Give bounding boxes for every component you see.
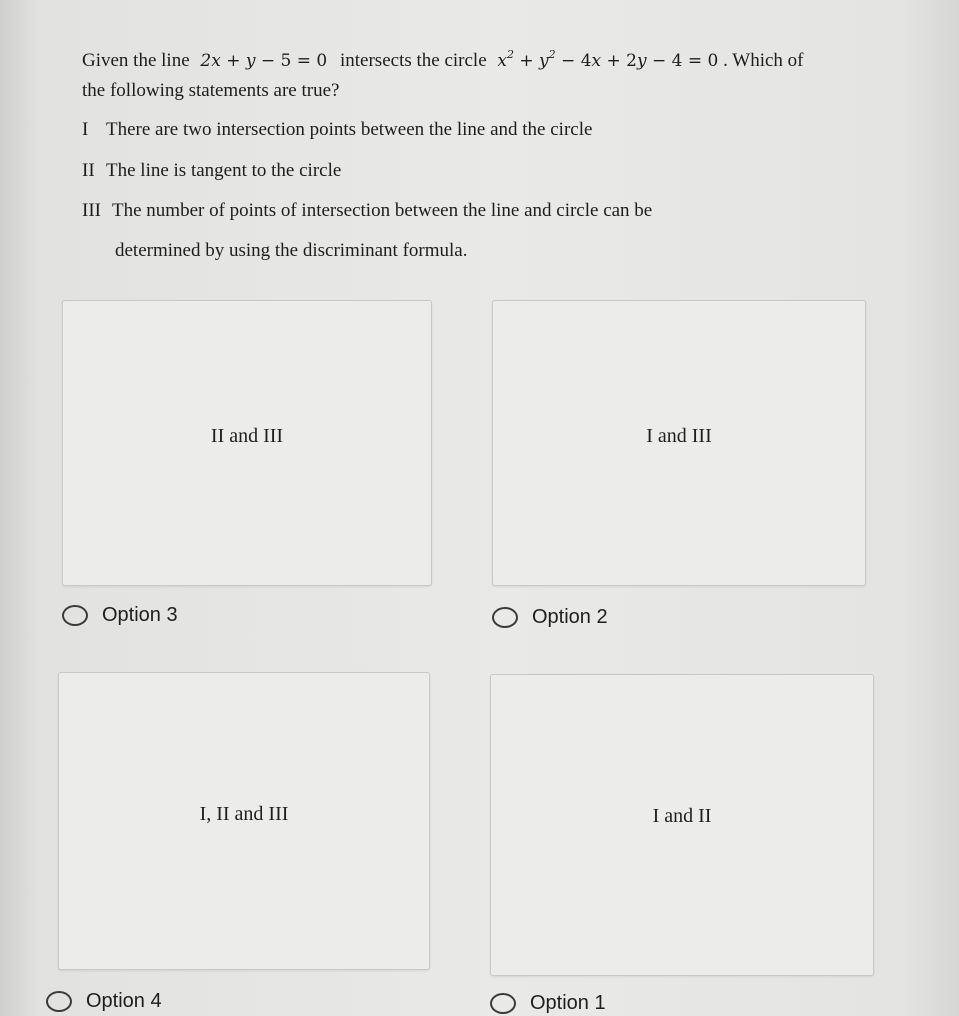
question-line-1 [82,46,804,76]
radio-circle-icon[interactable] [46,991,72,1012]
option-3-radio[interactable] [62,604,178,627]
statement-3-number: III [82,200,101,221]
line-equation: 2x + y − 5 = 0 [200,51,328,71]
option-4-card-text: I, II and III [199,803,289,825]
statement-2 [82,156,341,186]
option-2-card-text: I and III [646,425,712,447]
option-3-card[interactable] [62,300,432,586]
option-4-radio[interactable] [46,990,162,1013]
statement-1-text: There are two intersection points between the line and the circle [106,119,593,140]
radio-circle-icon[interactable] [490,993,516,1014]
radio-circle-icon[interactable] [62,605,88,626]
question-line-2: the following statements are true? [82,80,340,101]
option-1-radio[interactable] [490,992,606,1015]
option-1-card[interactable] [490,674,874,976]
statement-2-number: II [82,160,95,181]
option-1-card-text: I and II [652,805,712,827]
circle-equation: $x^2 + y^2 - 4x + 2y - 4 = 0$ [497,48,719,71]
question-prefix: Given the line [82,50,190,71]
option-3-label: Option 3 [102,604,178,626]
option-4-card[interactable] [58,672,430,970]
statement-2-text: The line is tangent to the circle [106,160,342,181]
statement-3-continuation: determined by using the discriminant formula. [115,240,468,261]
question-suffix: . Which of [723,50,804,71]
option-2-radio[interactable] [492,606,608,629]
statement-3 [82,196,652,226]
option-2-label: Option 2 [532,606,608,628]
option-4-label: Option 4 [86,990,162,1012]
statement-3-text: The number of points of intersection between the line and circle can be [112,200,653,221]
option-2-card[interactable] [492,300,866,586]
radio-circle-icon[interactable] [492,607,518,628]
statement-1-number: I [82,119,89,140]
statement-1 [82,115,592,145]
question-middle: intersects the circle [339,50,487,71]
option-3-card-text: II and III [210,425,284,447]
option-1-label: Option 1 [530,992,606,1014]
